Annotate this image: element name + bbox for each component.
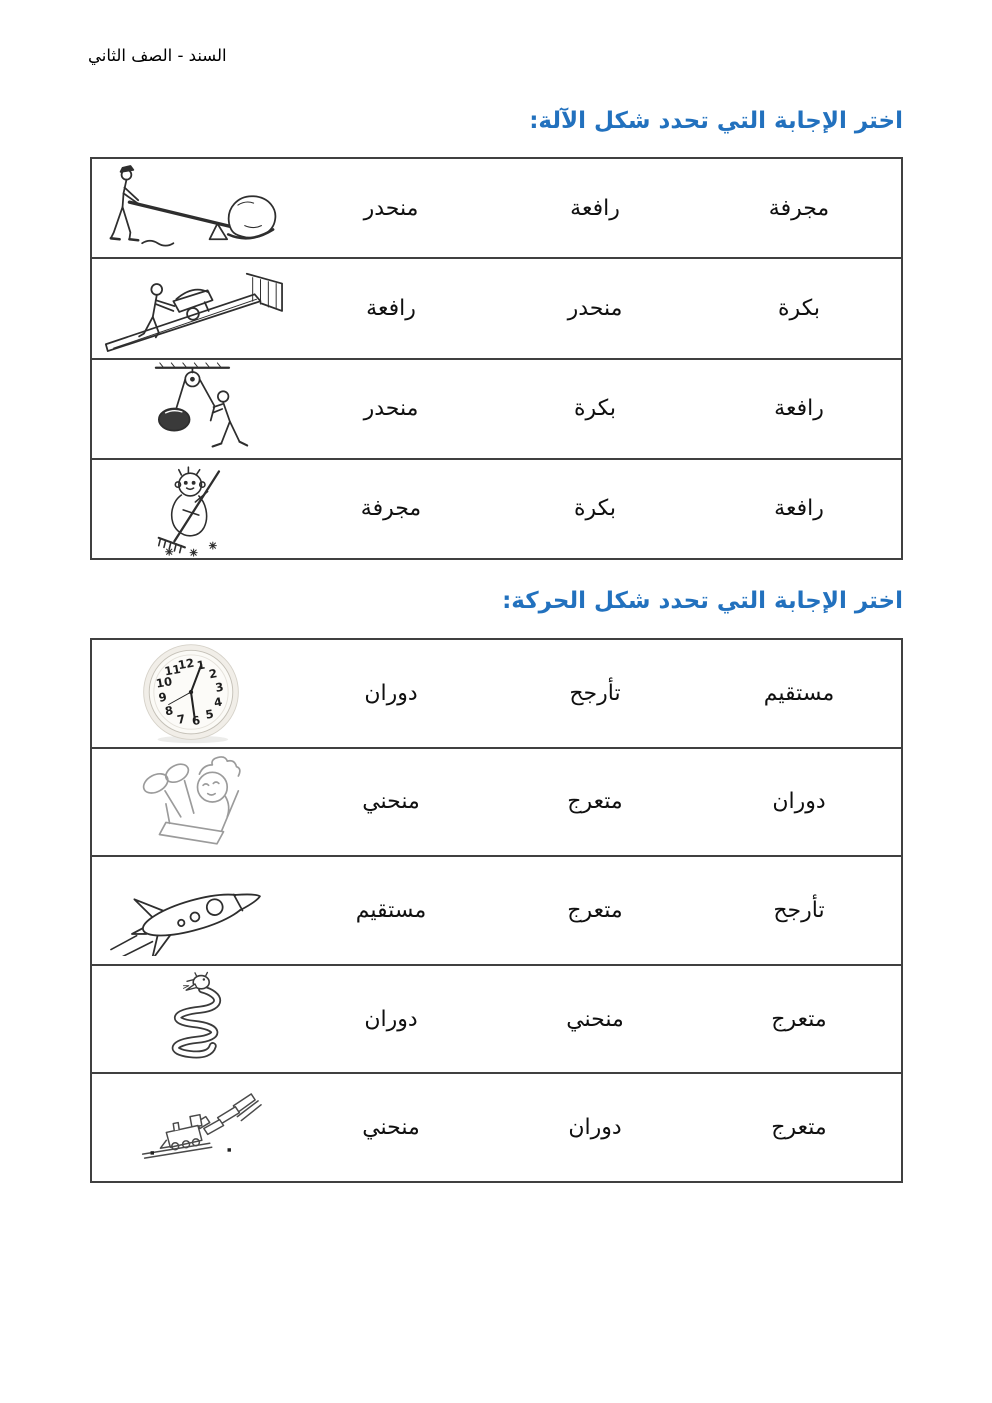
character-sweeping-with-rake-image	[92, 460, 289, 558]
table-row	[92, 747, 901, 856]
svg-text:9: 9	[156, 689, 168, 706]
table-row	[92, 358, 901, 458]
coiled-snake-image	[92, 966, 289, 1073]
answer-option: منحدر	[567, 295, 623, 321]
answer-option: دوران	[568, 1115, 622, 1141]
svg-text:3: 3	[213, 679, 225, 696]
machines-table	[90, 157, 903, 560]
svg-text:4: 4	[212, 694, 223, 710]
answer-option: منحني	[566, 1006, 624, 1032]
table-row	[92, 640, 901, 747]
answer-option: دوران	[364, 680, 418, 706]
svg-text:2: 2	[207, 666, 218, 682]
svg-text:11: 11	[162, 662, 182, 679]
man-lifting-rock-with-lever-image	[92, 159, 289, 257]
answer-option: بكرة	[574, 396, 616, 422]
child-on-swing-image	[92, 749, 289, 856]
svg-text:5: 5	[203, 706, 215, 723]
svg-text:12: 12	[176, 655, 195, 673]
table-row	[92, 855, 901, 964]
answer-option: متعرج	[567, 789, 623, 815]
answer-option: بكرة	[574, 496, 616, 522]
flying-rocket-image	[92, 857, 289, 964]
section-title-machines: اختر الإجابة التي تحدد شكل الآلة:	[529, 108, 903, 134]
answer-option: رافعة	[774, 396, 824, 422]
table-row	[92, 964, 901, 1073]
svg-text:6: 6	[190, 713, 201, 729]
answer-option: منحني	[362, 789, 420, 815]
wall-clock-image	[92, 640, 289, 747]
table-row	[92, 1072, 901, 1181]
document-header: السند - الصف الثاني	[88, 46, 227, 65]
answer-option: رافعة	[774, 496, 824, 522]
answer-option: مستقيم	[763, 680, 835, 706]
answer-option: رافعة	[366, 295, 416, 321]
answer-option: تأرجح	[773, 897, 825, 923]
table-row	[92, 159, 901, 257]
svg-text:7: 7	[175, 711, 186, 728]
motion-table	[90, 638, 903, 1183]
answer-option: مجرفة	[768, 195, 830, 221]
svg-text:10: 10	[154, 674, 173, 691]
train-on-curved-track-image	[92, 1074, 289, 1181]
answer-option: منحني	[362, 1115, 420, 1141]
answer-option: منحدر	[363, 396, 419, 422]
answer-option: متعرج	[771, 1006, 827, 1032]
man-lifting-weight-with-pulley-image	[92, 360, 289, 458]
svg-text:8: 8	[163, 703, 174, 719]
answer-option: دوران	[772, 789, 826, 815]
table-row	[92, 257, 901, 357]
answer-option: رافعة	[570, 195, 620, 221]
answer-option: بكرة	[778, 295, 820, 321]
section-title-motion: اختر الإجابة التي تحدد شكل الحركة:	[502, 588, 903, 614]
answer-option: مجرفة	[360, 496, 422, 522]
answer-option: منحدر	[363, 195, 419, 221]
answer-option: متعرج	[771, 1115, 827, 1141]
man-pushing-cart-up-ramp-image	[92, 259, 289, 357]
svg-text:1: 1	[195, 657, 206, 674]
table-row	[92, 458, 901, 558]
answer-option: دوران	[364, 1006, 418, 1032]
answer-option: متعرج	[567, 897, 623, 923]
answer-option: مستقيم	[355, 897, 427, 923]
answer-option: تأرجح	[569, 680, 621, 706]
